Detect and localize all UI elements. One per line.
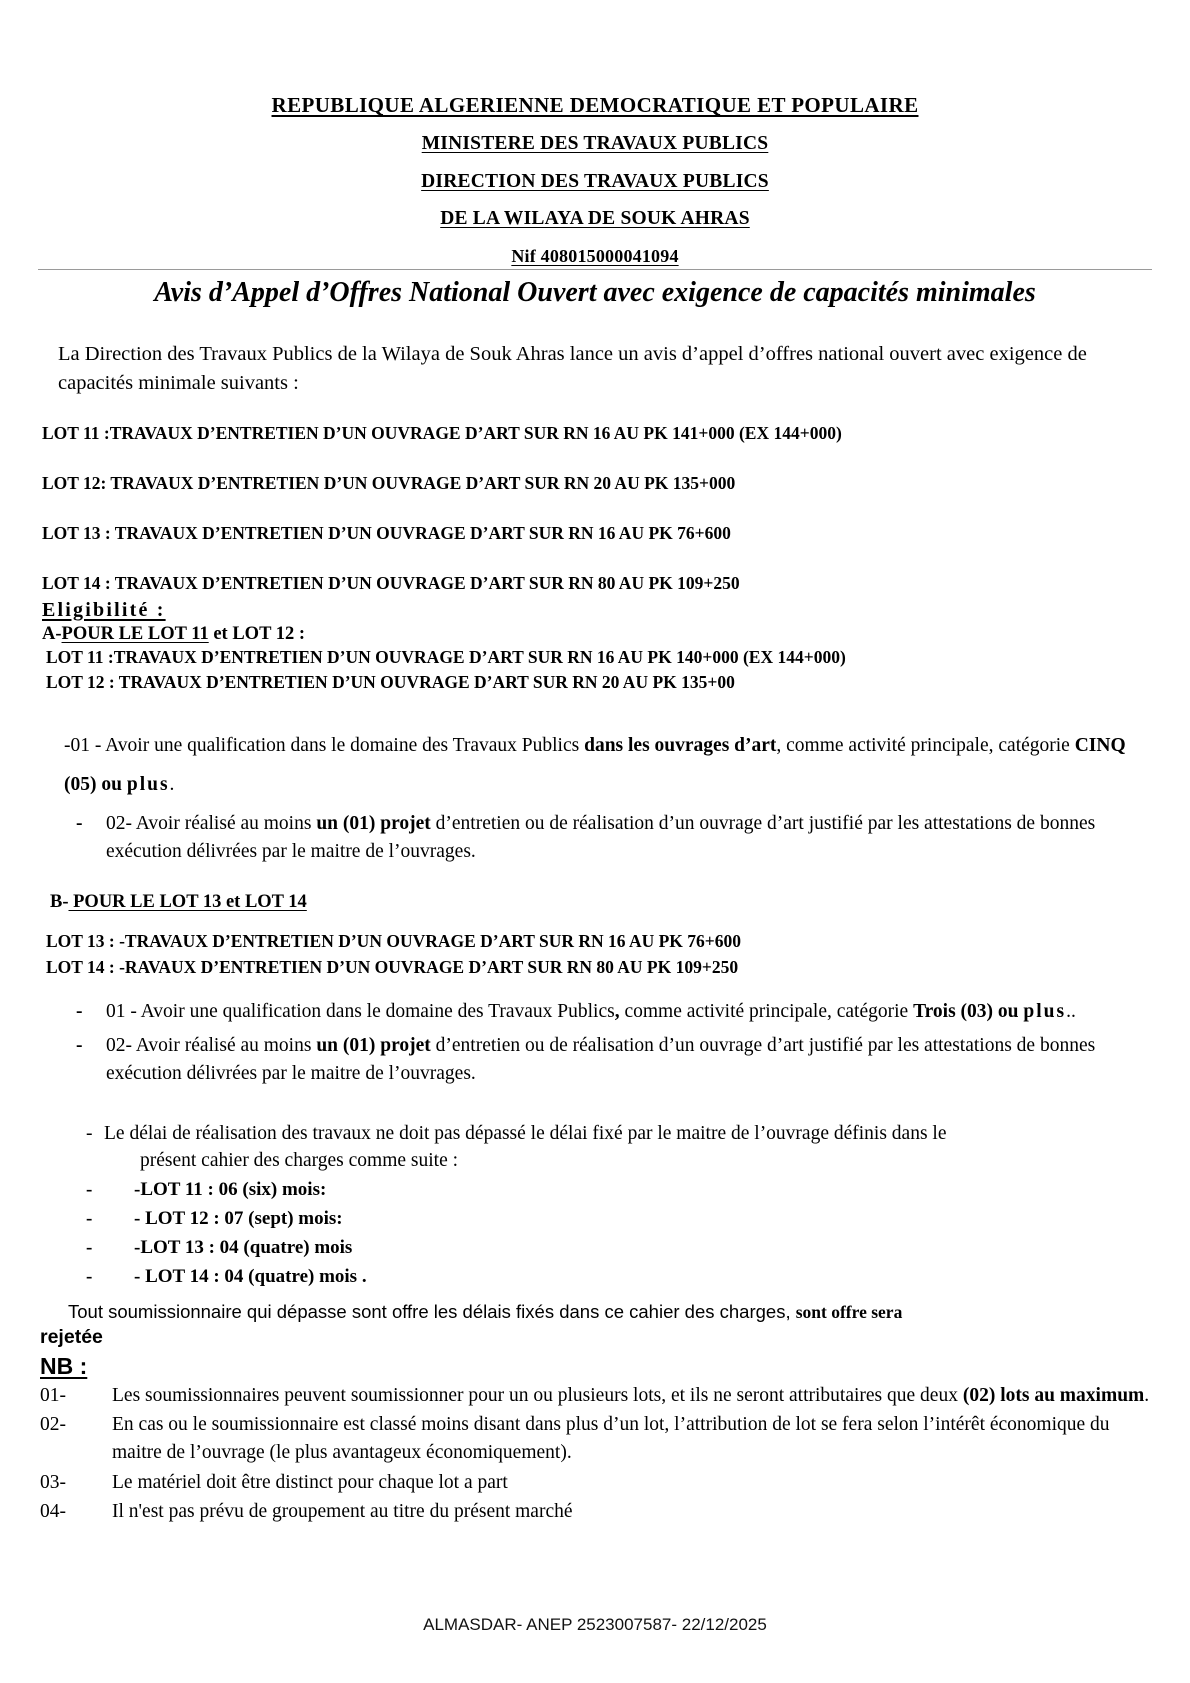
section-b-item-01-text	[106, 998, 1076, 1026]
nb-item-02-number: 02-	[40, 1414, 66, 1436]
nb-item-01-text-b: .	[1144, 1384, 1150, 1406]
delai-paragraph	[38, 1120, 1152, 1175]
section-b-item-01-text-b: comme activité principale, catégorie	[619, 1001, 914, 1023]
nb-item-01-number: 01-	[40, 1384, 66, 1406]
intro-paragraph: La Direction des Travaux Publics de la Wilaya de Souk Ahras lance un avis d’appel d’offres national ouvert avec exigence de capacités minimale suivants :	[58, 342, 1087, 395]
header-line-ministry-text: MINISTERE DES TRAVAUX PUBLICS	[421, 133, 769, 154]
delai-row-lot14-text: - LOT 14 : 04 (quatre) mois .	[134, 1265, 367, 1287]
section-b-item-01-text-a: 01 - Avoir une qualification dans le domaine des Travaux Publics	[106, 1001, 615, 1023]
lot-line-11: LOT 11 :TRAVAUX D’ENTRETIEN D’UN OUVRAGE D’ART SUR RN 16 AU PK 141+000 (EX 144+000)	[42, 423, 842, 444]
nb-item-04-number: 04-	[40, 1501, 66, 1523]
section-a-item-02-text-a: 02- Avoir réalisé au moins	[106, 813, 317, 835]
nb-heading	[40, 1353, 1152, 1380]
bullet-dash-icon: -	[86, 1122, 93, 1144]
section-b-item-02-text-a: 02- Avoir réalisé au moins	[106, 1035, 317, 1057]
section-b-lots	[42, 931, 1152, 979]
bullet-dash-icon: -	[76, 813, 83, 835]
eligibility-heading	[42, 599, 1152, 622]
bullet-dash-icon: -	[86, 1236, 93, 1258]
section-b-item-02-text	[106, 1032, 1152, 1087]
delai-line-1: Le délai de réalisation des travaux ne doit pas dépassé le délai fixé par le maitre de l’ouvrage définis dans le	[104, 1122, 947, 1144]
nb-item-01	[40, 1382, 1152, 1410]
header-line-nif	[38, 247, 1152, 265]
delai-row-lot11-text: -LOT 11 : 06 (six) mois:	[134, 1178, 327, 1200]
section-b-lot-13: LOT 13 : -TRAVAUX D’ENTRETIEN D’UN OUVRAGE D’ART SUR RN 16 AU PK 76+600	[46, 930, 742, 951]
section-b-item-01	[38, 998, 1152, 1026]
section-a-lot-12: LOT 12 : TRAVAUX D’ENTRETIEN D’UN OUVRAGE D’ART SUR RN 20 AU PK 135+00	[46, 672, 735, 693]
section-b-item-01-bold-2: plus	[1023, 1001, 1067, 1023]
section-a-item-01	[38, 726, 1152, 804]
tout-text: Tout soumissionnaire qui dépasse sont offre les délais fixés dans ce cahier des charges,	[68, 1300, 796, 1322]
nb-item-04	[40, 1498, 1152, 1526]
header-line-republic-text: REPUBLIQUE ALGERIENNE DEMOCRATIQUE ET POPULAIRE	[271, 93, 919, 117]
section-b-item-01-bold-1: Trois (03) ou	[913, 1001, 1024, 1023]
delai-text	[104, 1120, 1152, 1175]
delai-row-lot12-text: - LOT 12 : 07 (sept) mois:	[134, 1207, 343, 1229]
section-a-item-02	[38, 810, 1152, 865]
nb-item-02	[40, 1411, 1152, 1466]
section-a-item-02-bold: un (01) projet	[316, 813, 431, 835]
nif-text: Nif 408015000041094	[511, 245, 679, 266]
page-footer: ALMASDAR- ANEP 2523007587- 22/12/2025	[423, 1615, 767, 1634]
tout-bold: sont offre sera	[795, 1301, 903, 1322]
bullet-dash-icon: -	[86, 1265, 93, 1287]
header-line-direction	[38, 172, 1152, 192]
section-a-lot-11: LOT 11 :TRAVAUX D’ENTRETIEN D’UN OUVRAGE D’ART SUR RN 16 AU PK 140+000 (EX 144+000)	[46, 646, 846, 667]
bullet-dash-icon: -	[76, 1035, 83, 1057]
bullet-dash-icon: -	[76, 1001, 83, 1023]
bullet-dash-icon: -	[86, 1207, 93, 1229]
nb-heading-text: NB :	[40, 1352, 88, 1379]
header-line-direction-text: DIRECTION DES TRAVAUX PUBLICS	[421, 170, 769, 192]
bullet-dash-icon: -	[86, 1178, 93, 1200]
section-b-heading	[50, 892, 1152, 913]
lot-line-13: LOT 13 : TRAVAUX D’ENTRETIEN D’UN OUVRAGE D’ART SUR RN 16 AU PK 76+600	[42, 522, 731, 543]
section-a-prefix: A-	[42, 623, 62, 644]
section-a-item-01-text-b: , comme activité principale, catégorie	[776, 735, 1075, 757]
page-title: Avis d’Appel d’Offres National Ouvert avec exigence de capacités minimales	[154, 276, 1036, 308]
delai-row-lot13	[38, 1235, 1152, 1262]
section-b-underlined: POUR LE LOT 13 et LOT 14	[68, 891, 307, 912]
nb-item-01-bold: (02) lots au maximum	[962, 1384, 1145, 1406]
nb-item-04-text: Il n'est pas prévu de groupement au titre du présent marché	[112, 1501, 573, 1523]
section-a-item-01-text-c: .	[169, 774, 175, 796]
section-b-item-02-bold: un (01) projet	[316, 1035, 431, 1057]
section-b-item-01-comma: ,	[614, 1001, 620, 1023]
section-a-item-01-text-a: -01 - Avoir une qualification dans le domaine des Travaux Publics	[64, 735, 585, 757]
section-a-item-01-bold-2: CINQ (05) ou	[64, 735, 1126, 796]
nb-item-03	[40, 1469, 1152, 1497]
section-a-item-01-bold-1: dans les ouvrages d’art	[584, 735, 777, 757]
header-line-republic	[38, 95, 1152, 116]
nb-item-03-number: 03-	[40, 1471, 66, 1493]
lot-line-14: LOT 14 : TRAVAUX D’ENTRETIEN D’UN OUVRAGE D’ART SUR RN 80 AU PK 109+250	[42, 572, 740, 593]
section-b-prefix: B-	[50, 891, 69, 912]
header-line-ministry	[38, 134, 1152, 154]
section-b-lot-14: LOT 14 : -RAVAUX D’ENTRETIEN D’UN OUVRAGE D’ART SUR RN 80 AU PK 109+250	[46, 956, 739, 977]
section-a-underlined: POUR LE LOT 11	[61, 623, 209, 644]
header-line-wilaya-text: DE LA WILAYA DE SOUK AHRAS	[440, 208, 750, 229]
section-b-item-02	[38, 1032, 1152, 1087]
header-line-wilaya	[38, 209, 1152, 229]
nb-item-01-text	[112, 1382, 1152, 1410]
nb-item-03-text: Le matériel doit être distinct pour chaque lot a part	[112, 1471, 508, 1493]
section-b-item-01-text-c: ..	[1066, 1001, 1076, 1023]
section-a-heading	[42, 624, 1152, 645]
nb-item-02-text: En cas ou le soumissionnaire est classé moins disant dans plus d’un lot, l’attribution de lot se fera selon l’intérêt économique du maitre de l’ouvrage (le plus avantageux économiquement).	[112, 1414, 1110, 1463]
rejetee-text: rejetée	[40, 1325, 103, 1348]
section-a-lots	[42, 647, 1152, 695]
section-a-item-01-bold-3: plus	[126, 774, 170, 796]
nb-item-01-text-a: Les soumissionnaires peuvent soumissionner pour un ou plusieurs lots, et ils ne seront attributaires que deux	[112, 1384, 963, 1406]
section-a-item-02-text-b: d’entretien ou de réalisation d’un ouvrage d’art justifié par les attestations de bonnes exécution délivrées par le maitre de l’ouvrages.	[106, 813, 1096, 863]
lot-line-12: LOT 12: TRAVAUX D’ENTRETIEN D’UN OUVRAGE D’ART SUR RN 20 AU PK 135+000	[42, 472, 736, 493]
delai-row-lot12	[38, 1206, 1152, 1233]
header-divider	[38, 269, 1152, 270]
section-a-suffix: et LOT 12 :	[208, 623, 305, 644]
delai-line-2: présent cahier des charges comme suite :	[140, 1150, 459, 1172]
eligibility-heading-text: Eligibilité :	[42, 598, 166, 621]
delai-row-lot13-text: -LOT 13 : 04 (quatre) mois	[134, 1236, 353, 1258]
delai-row-lot11	[38, 1177, 1152, 1204]
section-b-item-02-text-b: d’entretien ou de réalisation d’un ouvrage d’art justifié par les attestations de bonnes exécution délivrées par le maitre de l’ouvrages.	[106, 1035, 1096, 1084]
section-a-item-02-text	[106, 810, 1152, 865]
tout-soumissionnaire-paragraph	[38, 1299, 1152, 1326]
document-header	[38, 95, 1152, 265]
delai-row-lot14	[38, 1264, 1152, 1291]
